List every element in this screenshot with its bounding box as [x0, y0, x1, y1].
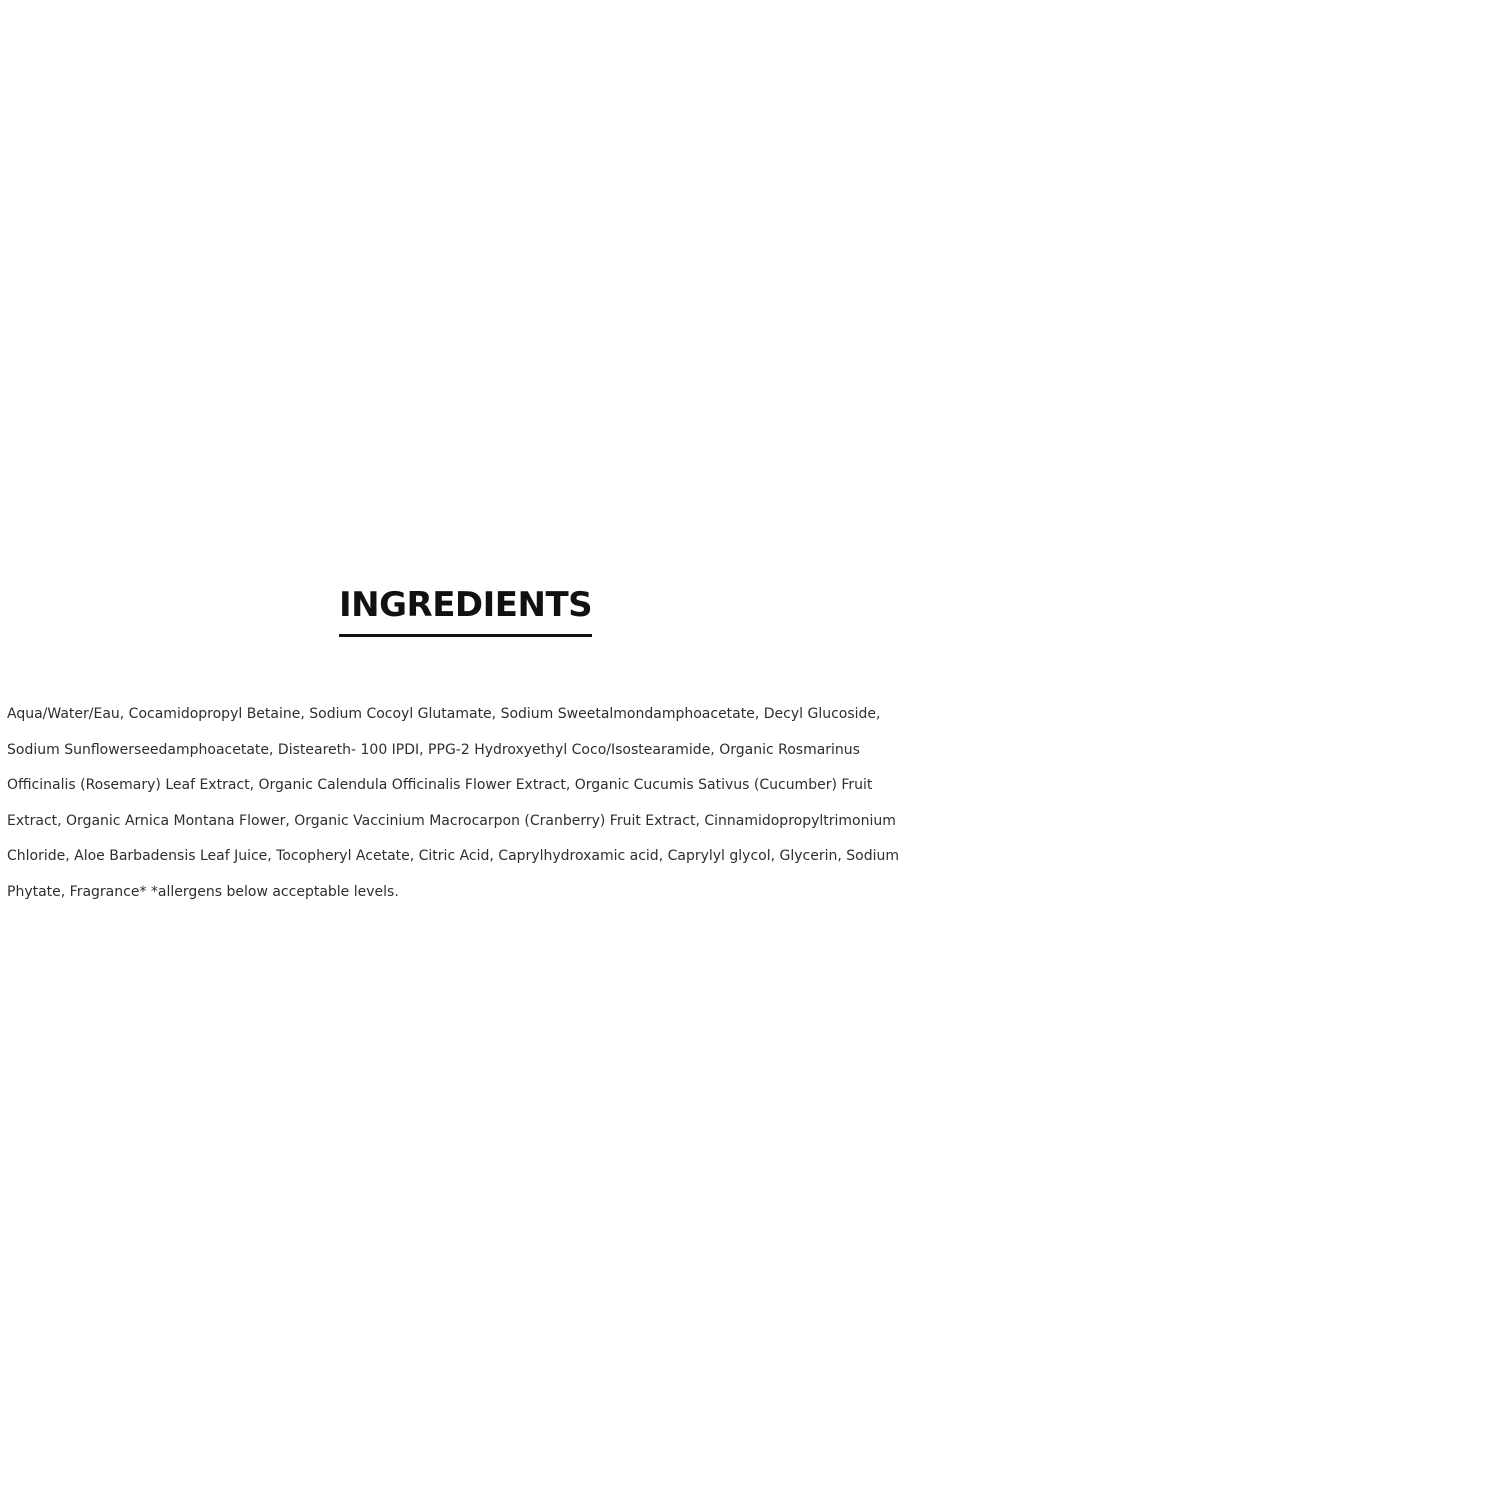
ingredients-list — [7, 697, 1497, 911]
ingredients-line: Officinalis (Rosemary) Leaf Extract, Organic Calendula Officinalis Flower Extract, Organic Cucumis Sativus (Cucumber) Fruit — [7, 777, 873, 794]
ingredients-line: Aqua/Water/Eau, Cocamidopropyl Betaine, Sodium Cocoyl Glutamate, Sodium Sweetalmondamphoacetate, Decyl Glucoside, — [7, 706, 881, 722]
ingredients-section-header — [339, 586, 592, 637]
ingredients-line: Phytate, Fragrance* *allergens below acceptable levels. — [7, 883, 399, 900]
ingredients-line: Sodium Sunflowerseedamphoacetate, Disteareth- 100 IPDI, PPG-2 Hydroxyethyl Coco/Isostearamide, Organic Rosmarinus — [7, 741, 860, 758]
ingredients-line: Chloride, Aloe Barbadensis Leaf Juice, Tocopheryl Acetate, Citric Acid, Caprylhydroxamic acid, Caprylyl glycol, Glycerin, Sodium — [7, 848, 899, 865]
ingredients-line: Extract, Organic Arnica Montana Flower, Organic Vaccinium Macrocarpon (Cranberry) Fruit Extract, Cinnamidopropyltrimonium — [7, 812, 896, 829]
ingredients-heading: INGREDIENTS — [339, 586, 592, 637]
